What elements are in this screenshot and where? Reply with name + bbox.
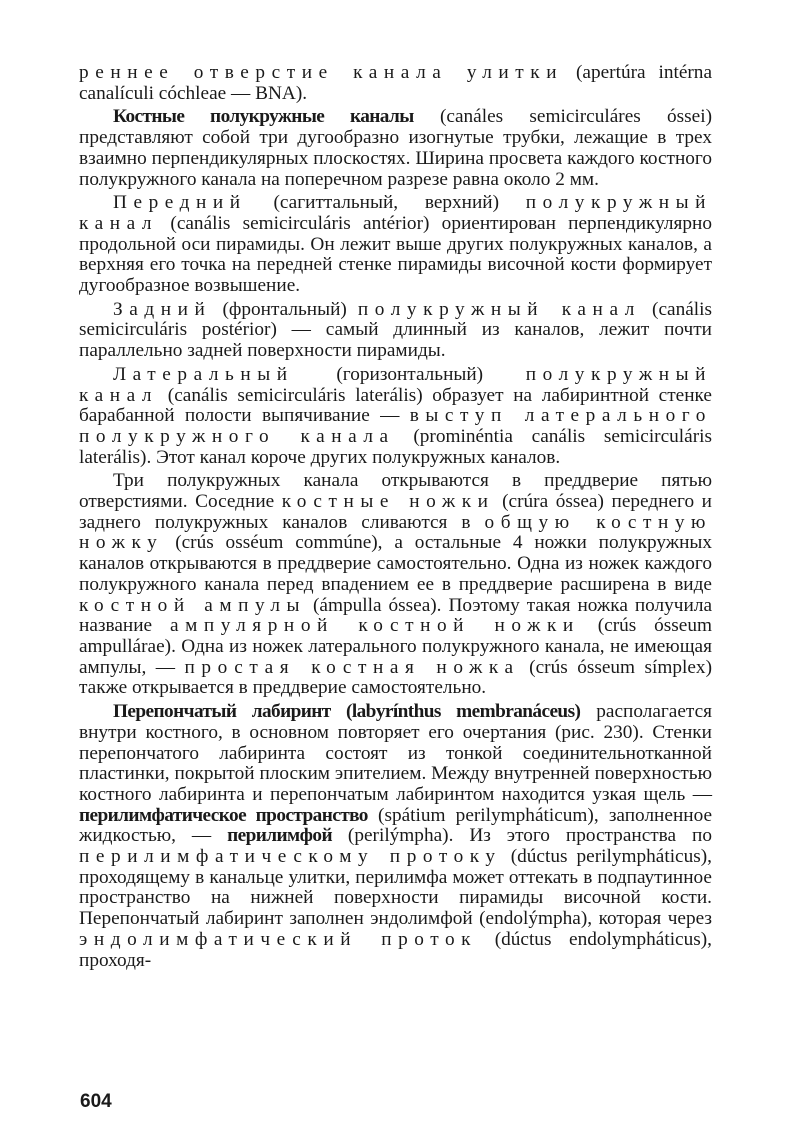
spaced-term: Передний	[113, 192, 247, 214]
spaced-term: костной ампулы	[79, 594, 307, 616]
paragraph-anterior-canal	[79, 193, 712, 297]
spaced-term: полукружный канал	[79, 363, 712, 406]
paragraph-posterior-canal	[79, 300, 712, 362]
text-run: (canális semicirculáris laterális) образует на лабиринтной стенке барабанной полости выпячивание —	[79, 384, 712, 427]
paragraph-lateral-canal	[79, 365, 712, 469]
spaced-term: костные ножки	[281, 491, 495, 513]
text-run: (dúctus perilympháticus), проходящему в канальце улитки, перилимфа может оттекать в подпаутинное пространство на нижней поверхности пирамиды височной кости. Перепончатый лабиринт заполнен эндолимфой (endolýmpha), которая через	[79, 846, 712, 930]
spaced-term: эндолимфатический проток	[79, 928, 478, 950]
text-run: Три полукружных канала открываются в преддверие пятью отверстиями. Соседние	[79, 470, 712, 513]
text-run: (perilýmpha). Из этого пространства по	[331, 825, 712, 847]
text-run: (apertúra intérna canalículi cóchleae — BNA).	[79, 62, 713, 104]
paragraph-bony-crura	[79, 471, 712, 699]
bold-term: перилимфой	[227, 825, 332, 847]
spaced-term: перилимфатическому протоку	[79, 846, 502, 868]
text-run: (crús osséum commúne), а остальные 4 ножки полукружных каналов открываются в преддверие самостоятельно. Одна из ножек каждого полукружного канала перед впадением ее в преддверие расширена в виде	[79, 532, 712, 595]
spaced-term: реннее отверстие канала улитки	[79, 62, 564, 83]
spaced-term: Задний	[113, 298, 212, 320]
spaced-term: полукружный канал	[357, 298, 641, 320]
spaced-term: ампулярной костной ножки	[170, 615, 580, 637]
text-run: (сагиттальный, верхний)	[246, 192, 526, 214]
text-run: располагается внутри костного, в основном повторяет его очертания (рис. 230). Стенки перепончатого лабиринта состоят из тонкой соединительнотканной пластинки, покрытой плоским эпителием. Между внутренней поверхностью костного лабиринта и перепончатым лабиринтом находится узкая щель —	[79, 701, 712, 805]
bold-term: Костные полукружные каналы	[113, 106, 414, 128]
text-run: (prominéntia canális semicirculáris laterális). Этот канал короче других полукружных каналов.	[79, 425, 712, 468]
text-run: (canáles semicirculáres óssei) представляют собой три дугообразно изогнутые трубки, лежащие в трех взаимно перпендикулярных плоскостях. Ширина просвета каждого костного полукружного канала на поперечном разрезе равна около 2 мм.	[79, 106, 712, 190]
spaced-term: выступ латерального полукружного канала	[79, 405, 712, 447]
page-number: 604	[80, 1091, 112, 1112]
spaced-term: простая костная ножка	[184, 656, 520, 678]
text-run: (dúctus endolympháticus), проходя-	[79, 928, 712, 971]
page-body	[79, 63, 712, 974]
text-run: (ámpulla óssea). Поэтому такая ножка получила название	[79, 594, 713, 637]
text-run: (crús ósseum símplex) также открывается в преддверие самостоятельно.	[79, 656, 712, 699]
text-run: (crús ósseum ampullárae). Одна из ножек латерального полукружного канала, не имеющая ампулы, —	[79, 615, 713, 678]
bold-term: Перепончатый лабиринт (labyrínthus membranáceus)	[113, 701, 581, 723]
text-run: (фронтальный)	[211, 298, 358, 320]
paragraph-bony-semicircular-canals	[79, 107, 712, 190]
text-run: (горизонтальный)	[293, 363, 526, 385]
paragraph-membranous-labyrinth	[79, 702, 712, 971]
text-run: (crúra óssea) переднего и заднего полукружных каналов сливаются в	[79, 491, 712, 533]
spaced-term: общую костную ножку	[79, 511, 713, 554]
text-run: (spátium perilympháticum), заполненное жидкостью, —	[79, 804, 713, 847]
text-run: (canális semicirculáris antérior) ориентирован перпендикулярно продольной оси пирамиды. Он лежит выше других полукружных каналов, а верхняя его точка на передней стенке пирамиды височной кости формирует дугообразное возвышение.	[79, 212, 712, 297]
spaced-term: Латеральный	[113, 363, 294, 385]
bold-term: перилимфатическое пространство	[79, 804, 368, 826]
paragraph-cochlear-canal-opening	[79, 63, 712, 104]
text-run: (canális semicirculáris postérior) — самый длинный из каналов, лежит почти параллельно задней поверхности пирамиды.	[79, 298, 712, 362]
spaced-term: полукружный канал	[79, 192, 712, 234]
